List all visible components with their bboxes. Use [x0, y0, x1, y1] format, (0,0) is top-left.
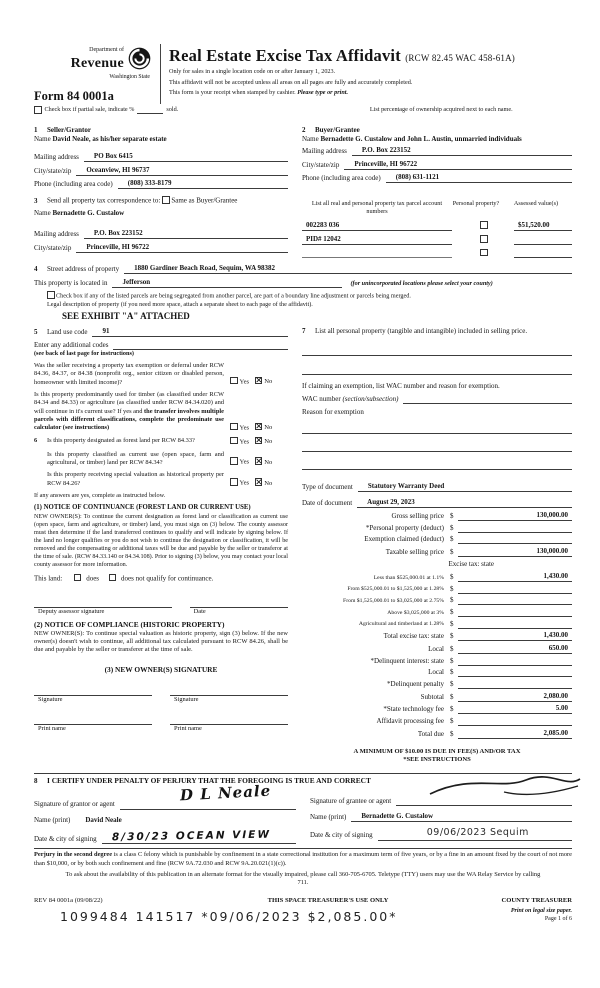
- buyer-name: Bernadette G. Custalow and John L. Austin, unmarried individuals: [320, 135, 522, 144]
- street-address-label: Street address of property: [47, 265, 120, 274]
- legal-description-value: SEE EXHIBIT "A" ATTACHED: [62, 310, 190, 321]
- owner-signature-field-1[interactable]: [34, 686, 152, 696]
- reason-line-3[interactable]: [302, 460, 572, 470]
- parcel-row: [302, 221, 572, 231]
- seller-section: 1 Seller/Grantor Name David Neale, as his/her separate estate Mailing address PO Box 6415 City/state/zip Oceanview, HI 96737 Phone (including area code) (808) 333-8179: [34, 126, 288, 189]
- page-number: Page 1 of 6: [544, 915, 572, 922]
- parcel-number-field[interactable]: PID# 12042: [302, 235, 452, 245]
- page-footer: [34, 897, 572, 925]
- agency-name: Revenue: [70, 55, 124, 71]
- revenue-logo-icon: [127, 46, 152, 74]
- grantor-signature-handwriting: D L Neale: [179, 781, 272, 804]
- current-use-no-checkbox-checked[interactable]: [255, 457, 263, 465]
- personal-property-text: List all personal property (tangible and intangible) included in selling price.: [315, 327, 528, 336]
- certify-statement: I CERTIFY UNDER PENALTY OF PERJURY THAT THE FOREGOING IS TRUE AND CORRECT: [47, 775, 371, 785]
- local-tax-field[interactable]: 650.00: [458, 644, 572, 654]
- buyer-name-label: Name: [302, 135, 319, 144]
- parcel-number-field[interactable]: [302, 249, 452, 258]
- date-of-document-field[interactable]: August 29, 2023: [357, 498, 572, 508]
- tax-row-agricultural: Agricultural and timberland at 1.28% $: [302, 620, 572, 629]
- tax-row-rate-1: Less than $525,000.01 at 1.1% $ 1,430.00: [302, 572, 572, 582]
- rate4-amount-field[interactable]: [458, 608, 572, 617]
- tax-row-delinquent-local: Local $: [302, 668, 572, 677]
- new-owners-signature-title: (3) NEW OWNER(S) SIGNATURE: [104, 664, 218, 674]
- rev-number: REV 84 0001a (09/08/22): [34, 897, 103, 904]
- grantee-signature-field[interactable]: [396, 794, 572, 806]
- type-of-document-label: Type of document: [302, 483, 353, 492]
- tax-row-subtotal: Subtotal $ 2,080.00: [302, 692, 572, 702]
- taxable-selling-price-field[interactable]: 130,000.00: [458, 547, 572, 557]
- legal-description-note: Legal description of property (if you need more space, attach a separate sheet to each page of the affidavit).: [47, 300, 313, 308]
- form-number: Form 84 0001a: [34, 88, 114, 103]
- parcel-row: [302, 249, 572, 259]
- treasurer-stamp: 1099484 141517 *09/06/2023 $2,085.00*: [60, 908, 398, 924]
- gross-selling-price-field[interactable]: 130,000.00: [458, 511, 572, 521]
- deputy-assessor-signature-field[interactable]: [34, 598, 172, 608]
- grantee-print-name-field[interactable]: Bernadette G. Custalow: [351, 812, 572, 822]
- owner-print-name-field-2[interactable]: [170, 715, 288, 725]
- ownership-note: List percentage of ownership acquired next to each name.: [369, 105, 513, 113]
- partial-sale-label: Check box if partial sale, indicate %: [44, 105, 135, 113]
- perjury-divider: [34, 848, 572, 849]
- buyer-heading: Buyer/Grantee: [315, 125, 360, 134]
- does-checkbox[interactable]: [74, 574, 82, 582]
- does-not-checkbox[interactable]: [109, 574, 117, 582]
- located-in-label: This property is located in: [34, 278, 108, 287]
- county-treasurer-label: COUNTY TREASURER: [501, 897, 572, 904]
- partial-sale-checkbox[interactable]: [34, 106, 42, 114]
- state-label: Washington State: [109, 74, 150, 81]
- minimum-fee-note: A MINIMUM OF $10.00 IS DUE IN FEE(S) AND/OR TAX: [353, 747, 521, 755]
- correspondence-mailing-field[interactable]: P.O. Box 223152: [84, 229, 288, 239]
- same-as-buyer-checkbox[interactable]: [162, 196, 170, 204]
- notice-continuance-title: (1) NOTICE OF CONTINUANCE (FOREST LAND OR CURRENT USE): [34, 504, 251, 512]
- grantor-signature-label: Signature of grantor or agent: [34, 800, 115, 809]
- header-note-2: This affidavit will not be accepted unless all areas on all pages are fully and accurately completed.: [169, 78, 413, 86]
- personal-property-checkbox[interactable]: [480, 221, 488, 229]
- notice-compliance-title: (2) NOTICE OF COMPLIANCE (HISTORIC PROPERTY): [34, 619, 225, 629]
- excise-tax-state-header: Excise tax: state: [448, 560, 494, 569]
- question-timber: Is this property predominantly used for timber (as classified under RCW 84.34 and 84.33) or agriculture (as classified under RCW 84.34.020) and will continue in it's current use? If yes and the transfer involves multiple parcels with different classifications, complete the predominate use calculator (see instructions) Yes ✕ No: [34, 391, 288, 433]
- additional-codes-label: Enter any additional codes: [34, 340, 109, 349]
- street-address-extra-line[interactable]: [348, 265, 572, 274]
- seller-name-label: Name: [34, 135, 51, 144]
- tax-row-tech-fee: *State technology fee $ 5.00: [302, 704, 572, 714]
- wac-number-field[interactable]: [403, 395, 572, 404]
- assessed-value-field[interactable]: [514, 236, 572, 245]
- agency-logo-block: [34, 44, 152, 104]
- deputy-date-field[interactable]: [190, 598, 288, 608]
- exemption-no-checkbox-checked[interactable]: [255, 377, 263, 385]
- grantee-signature-label: Signature of grantee or agent: [310, 796, 392, 805]
- segregated-checkbox[interactable]: [47, 291, 55, 299]
- type-of-document-field[interactable]: Statutory Warranty Deed: [358, 482, 572, 492]
- correspondence-section: 3 Send all property tax correspondence to: Same as Buyer/Grantee Name Bernadette G. Custalow Mailing address P.O. Box 223152 City/state/zip Princeville, HI 96722: [34, 196, 288, 258]
- tax-row-total-due: Total due $ 2,085.00: [302, 729, 572, 739]
- print-on-legal-note: Print on legal size paper.: [510, 908, 572, 914]
- county-note: (for unincorporated locations please select your county): [350, 279, 493, 287]
- buyer-city-field[interactable]: Princeville, HI 96722: [344, 160, 572, 170]
- land-use-code-field[interactable]: 91: [92, 327, 288, 337]
- owner-signature-field-2[interactable]: [170, 686, 288, 696]
- parcel-col-personal: Personal property?: [452, 200, 500, 208]
- personal-property-deduct-field[interactable]: [458, 524, 572, 533]
- header-note-1: Only for sales in a single location code on or after January 1, 2023.: [169, 68, 336, 76]
- assessed-value-field[interactable]: $51,520.00: [514, 221, 572, 231]
- rcw-code: (RCW 82.45 WAC 458-61A): [405, 53, 515, 63]
- owner-signature-row: Signature Signature: [34, 686, 288, 704]
- tax-row-exemption-deduct: Exemption claimed (deduct) $: [302, 535, 572, 544]
- correspondence-label: Send all property tax correspondence to:: [47, 196, 161, 205]
- question-exemption: Was the seller receiving a property tax exemption or deferral under RCW 84.36, 84.37, or 84.38 (nonprofit org., senior citizen or disabled person, homeowner with limited income)? Yes ✕ No: [34, 362, 288, 387]
- rate1-amount-field[interactable]: 1,430.00: [458, 572, 572, 582]
- timber-no-checkbox-checked[interactable]: [255, 423, 263, 431]
- buyer-mailing-field[interactable]: P.O. Box 223152: [352, 146, 572, 156]
- form-title: Real Estate Excise Tax Affidavit (RCW 82.45 WAC 458-61A): [169, 46, 515, 65]
- deputy-assessor-row: [34, 598, 288, 616]
- tax-row-gross: Gross selling price $ 130,000.00: [302, 511, 572, 521]
- personal-property-line-1[interactable]: [302, 346, 572, 356]
- delinquent-penalty-field[interactable]: [458, 681, 572, 690]
- seller-phone-field[interactable]: (808) 333-8179: [118, 179, 288, 189]
- tax-row-rate-2: From $525,000.01 to $1,525,000 at 1.28% $: [302, 585, 572, 594]
- header-note-3: This form is your receipt when stamped by cashier. Please type or print.: [169, 88, 349, 96]
- see-back-note: (see back of last page for instructions): [34, 350, 134, 357]
- deputy-assessor-label: Deputy assessor signature: [38, 607, 105, 615]
- grantee-signature-scrawl: [426, 774, 586, 803]
- reason-exemption-label: Reason for exemption: [302, 408, 364, 417]
- tax-row-taxable: Taxable selling price $ 130,000.00: [302, 547, 572, 557]
- tax-row-rate-3: From $1,525,000.01 to $3,025,000 at 2.75% $: [302, 596, 572, 605]
- dept-of-label: Department of: [89, 47, 124, 54]
- land-use-section: 5 Land use code 91 Enter any additional codes (see back of last page for instructions) Was the seller receiving a property tax exemption or deferral under RCW 84.36, 84.37, or 84.38 (nonprofit org., senior citizen or disabled person, homeowner with limited income)? Yes ✕ No Is this property predominantly used for timber (as classified under RCW 84.34 and 84.33) or agriculture (as classified under RCW 84.34.020) and will continue in it's current use? If yes and the transfer involves multiple parcels with different classifications, complete the predominate use calculator (see instructions) Yes ✕ No 6 Is this property designated as forest land per RCW 84.33? Yes ✕ No Is this property classified as current use (open space, farm and agricultural, or timber) land per RCW 84.34? Yes ✕ No Is this property receiving special valuation as historical property per RCW 84.26? Yes ✕ No If any answers are yes, complete as instructed below. (1) NOTICE OF CONTINUANCE (FOREST LAND OR CURRENT USE) NEW OWNER(S): To continue the current designation as forest land or classification as current use (open space, farm and agriculture, or timber) land, you must sign on (3) below. The county assessor must then determine if the land transferred continues to qualify and will indicate by signing below. If the land no longer qualifies or you do not wish to continue the designation or classification, it will be removed and the compensating or additional taxes will be due and payable by the seller or transferor at the time of sale. (RCW 84.33.140 or 84.34.108). Prior to signing (3) below, you may contact your local county assessor for more information. This land: does does not qualify for continuance. Deputy assessor signature Date (2) NOTICE OF COMPLIANCE (HISTORIC PROPERTY) NEW OWNER(S): To continue special valuation as historic property, sign (3) below. If the new owner(s) doesn't wish to continue, all additional tax calculated pursuant to RCW 84.26, shall be due and payable by the seller or transferer at the time of sale. (3) NEW OWNER(S) SIGNATURE Signature Signature Print name Print name: [34, 327, 288, 765]
- notice-continuance-body: NEW OWNER(S): To continue the current designation as forest land or classification as current use (open space, farm and agriculture, or timber) land, you must sign on (3) below. The county assessor must then determine if the land transferred continues to qualify and will indicate by signing below. If the land no longer qualifies or you do not wish to continue the designation or classification, it will be removed and the compensating or additional taxes will be due and payable by the seller or transferor at the time of sale. (RCW 84.33.140 or 84.34.108). Prior to signing (3) below, you may contact your local county assessor for more information.: [34, 513, 288, 568]
- treasurer-space-label: THIS SPACE TREASURER'S USE ONLY: [267, 897, 389, 904]
- grantee-date-typed: 09/06/2023 Sequim: [426, 827, 529, 839]
- segregated-note: Check box if any of the listed parcels are being segregated from another parcel, are part of a boundary line adjustment or parcels being merged.: [56, 292, 411, 300]
- grantor-date-handwriting: 8/30/23 OCEAN VIEW: [111, 828, 271, 844]
- rate2-amount-field[interactable]: [458, 585, 572, 594]
- delinquent-interest-local-field[interactable]: [458, 669, 572, 678]
- total-due-field[interactable]: 2,085.00: [458, 729, 572, 739]
- property-section: 4 Street address of property 1880 Gardiner Beach Road, Sequim, WA 98382 This property is located in Jefferson (for unincorporated locations please select your county) Check box if any of the listed parcels are being segregated from another parcel, are part of a boundary line adjustment or parcels being merged. Legal description of property (if you need more space, attach a separate sheet to each page of the affidavit). SEE EXHIBIT "A" ATTACHED: [34, 264, 572, 322]
- tax-row-personal-deduct: *Personal property (deduct) $: [302, 524, 572, 533]
- reason-line-1[interactable]: [302, 424, 572, 434]
- see-instructions-note: *SEE INSTRUCTIONS: [403, 756, 471, 764]
- personal-property-line-2[interactable]: [302, 365, 572, 375]
- tax-row-total-state: Total excise tax: state $ 1,430.00: [302, 631, 572, 641]
- question-forest-land: 6 Is this property designated as forest land per RCW 84.33? Yes ✕ No: [34, 437, 288, 447]
- exemption-claimed-field[interactable]: [458, 536, 572, 545]
- tax-row-local: Local $ 650.00: [302, 644, 572, 654]
- date-of-document-label: Date of document: [302, 499, 353, 508]
- total-excise-state-field[interactable]: 1,430.00: [458, 631, 572, 641]
- parcel-table: [302, 196, 572, 258]
- form-header: [34, 44, 572, 104]
- exemption-note: If claiming an exemption, list WAC number and reason for exemption.: [302, 382, 500, 391]
- agricultural-amount-field[interactable]: [458, 620, 572, 629]
- question-current-use: Is this property classified as current use (open space, farm and agricultural, or timber) land per RCW 84.34? Yes ✕ No: [34, 451, 288, 468]
- deputy-date-label: Date: [193, 607, 206, 615]
- correspondence-city-field[interactable]: Princeville, HI 96722: [76, 243, 288, 253]
- delinquent-interest-state-field[interactable]: [458, 657, 572, 666]
- personal-property-checkbox[interactable]: [480, 249, 488, 257]
- parcel-col-numbers: List all real and personal property tax parcel account numbers: [311, 200, 443, 216]
- historic-yes-checkbox[interactable]: [230, 478, 238, 486]
- additional-codes-field[interactable]: [113, 341, 288, 350]
- buyer-section: 2 Buyer/Grantee Name Bernadette G. Custalow and John L. Austin, unmarried individuals Mailing address P.O. Box 223152 City/state/zip Princeville, HI 96722 Phone (including area code) (808) 631-1121: [302, 126, 572, 189]
- subtotal-field[interactable]: 2,080.00: [458, 692, 572, 702]
- same-as-buyer-label: Same as Buyer/Grantee: [171, 196, 238, 205]
- tax-row-delinquent-interest: *Delinquent interest: state $: [302, 657, 572, 666]
- seller-name: David Neale, as his/her separate estate: [52, 135, 167, 144]
- parcel-row: [302, 235, 572, 245]
- question-historic: Is this property receiving special valuation as historical property per RCW 84.26? Yes ✕ No: [34, 471, 288, 488]
- owner-printname-row: Print name Print name: [34, 715, 288, 733]
- land-use-label: Land use code: [47, 328, 88, 337]
- tax-row-delinquent-penalty: *Delinquent penalty $: [302, 680, 572, 689]
- forest-no-checkbox-checked[interactable]: [255, 437, 263, 445]
- seller-heading: Seller/Grantor: [47, 125, 91, 134]
- forest-yes-checkbox[interactable]: [230, 437, 238, 445]
- owner-print-name-field-1[interactable]: [34, 715, 152, 725]
- rate3-amount-field[interactable]: [458, 597, 572, 606]
- current-use-yes-checkbox[interactable]: [230, 457, 238, 465]
- partial-sale-percent-field[interactable]: [137, 113, 163, 114]
- street-address-field[interactable]: 1880 Gardiner Beach Road, Sequim, WA 98382: [124, 264, 348, 274]
- accessibility-note: To ask about the availability of this publication in an alternate format for the visually impaired, please call 360-705-6705. Teletype (TTY) users may use the WA Relay Service by calling 711.: [65, 870, 541, 887]
- state-technology-fee-field[interactable]: 5.00: [458, 704, 572, 714]
- historic-no-checkbox-checked[interactable]: [255, 478, 263, 486]
- assessed-value-field[interactable]: [514, 249, 572, 258]
- personal-property-checkbox[interactable]: [480, 235, 488, 243]
- wac-number-label: WAC number (section/subsection): [302, 395, 399, 403]
- exemption-yes-checkbox[interactable]: [230, 377, 238, 385]
- personal-property-section: 7 List all personal property (tangible and intangible) included in selling price. If claiming an exemption, list WAC number and reason for exemption. WAC number (section/subsection) Reason for exemption Type of document Statutory Warranty Deed Date of document August 29, 2023 Gross selling price $ 130,000.00 *Personal property (deduct) $ Exemption claimed (deduct) $ Taxable selling price $ 130,000.00 Excise tax: state Less than $525,000.01 at 1.1% $ 1,430.00 From $525,000.01 to $1,525,000 at 1.28% $ From $1,525,000.01 to $3,025,000 at 2.75% $ Above $3,025,000 at 3% $ Agricultural and timberland at 1.28% $ Total excise tax: state $ 1,430.00 Local $ 650.00 *Delinquent interest: state $ Local $ *Delinquent penalty $ Subtotal $ 2,080.00 *State technology fee $ 5.00 Affidavit processing fee $ Total due $ 2,085.00 A MINIMUM OF $10.00 IS DUE IN FEE(S) AND/OR TAX *SEE INSTRUCTIONS: [302, 327, 572, 765]
- parcel-col-assessed: Assessed value(s): [513, 200, 559, 208]
- grantor-date-city-field[interactable]: [102, 830, 296, 845]
- tax-row-processing-fee: Affidavit processing fee $: [302, 717, 572, 726]
- seller-mailing-field[interactable]: PO Box 6415: [84, 152, 288, 162]
- grantor-signature-field[interactable]: [120, 781, 296, 810]
- certify-section: 8 I CERTIFY UNDER PENALTY OF PERJURY THAT THE FOREGOING IS TRUE AND CORRECT Signature of grantor or agent D L Neale Name (print) David Neale Date & city of signing 8/30/23 OCEAN VIEW Signature of grantee or agent Name (print) Bernadette G. Custalow Date & city of signing 09/06/2023 Sequim: [34, 776, 572, 844]
- reason-line-2[interactable]: [302, 442, 572, 452]
- grantor-print-name-field[interactable]: David Neale: [85, 815, 122, 824]
- correspondence-name: Bernadette G. Custalow: [52, 209, 125, 217]
- county-field[interactable]: Jefferson: [112, 278, 342, 288]
- header-divider: [160, 44, 161, 104]
- notice-compliance-body: NEW OWNER(S): To continue special valuation as historic property, sign (3) below. If the new owner(s) doesn't wish to continue, all additional tax calculated pursuant to RCW 84.26, shall be due and payable by the seller or transferer at the time of sale.: [34, 629, 288, 654]
- tax-row-rate-4: Above $3,025,000 at 3% $: [302, 608, 572, 617]
- grantee-date-city-field[interactable]: [378, 827, 572, 840]
- partial-sale-row: Check box if partial sale, indicate % sold. List percentage of ownership acquired next to each name.: [34, 106, 572, 114]
- if-yes-note: If any answers are yes, complete as instructed below.: [34, 492, 166, 500]
- continuance-qualify-row: This land: does does not qualify for continuance.: [34, 574, 214, 583]
- parcel-number-field[interactable]: 002283 036: [302, 221, 452, 231]
- buyer-phone-field[interactable]: (808) 631-1121: [386, 173, 572, 183]
- affidavit-processing-fee-field[interactable]: [458, 718, 572, 727]
- timber-yes-checkbox[interactable]: [230, 423, 238, 431]
- perjury-paragraph: Perjury in the second degree is a class C felony which is punishable by confinement in a state correctional institution for a maximum term of five years, or by a fine in an amount fixed by the court of not more than $10,000, or by both such confinement and fine (RCW 9A.72.030 and RCW 9A.20.021(1)(c)).: [34, 851, 572, 867]
- seller-city-field[interactable]: Oceanview, HI 96737: [76, 166, 288, 176]
